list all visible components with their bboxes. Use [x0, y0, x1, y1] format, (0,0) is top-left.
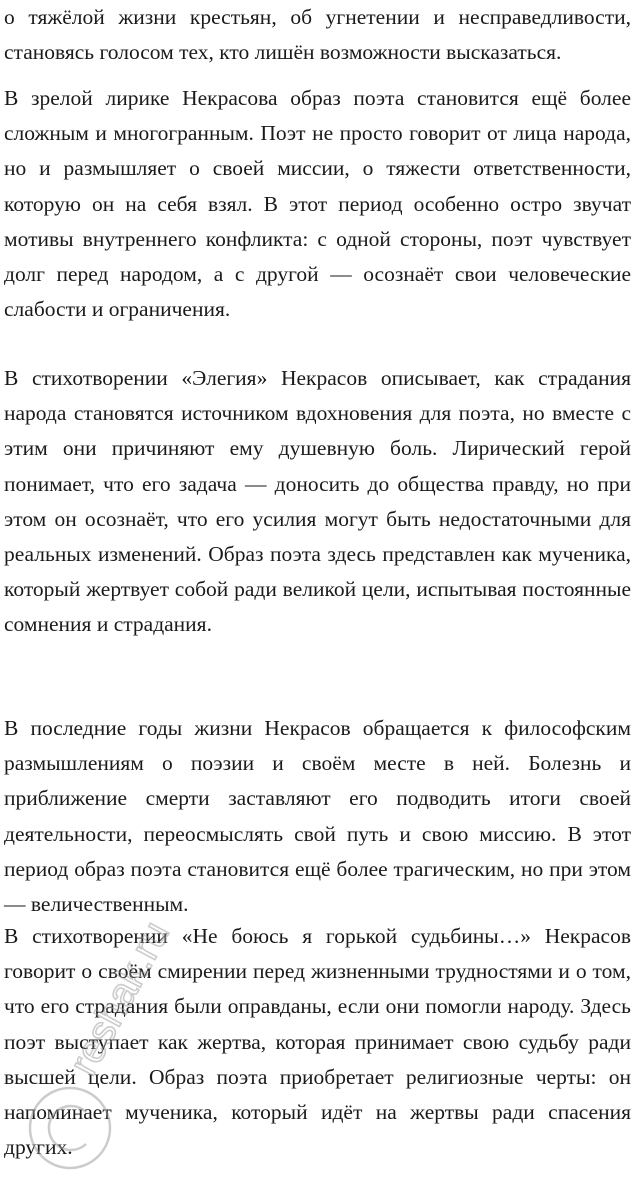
paragraph-1: о тяжёлой жизни крестьян, об угнетении и несправедливости, становясь голосом тех, кто лишён возможности высказаться.: [4, 5, 631, 65]
paragraph-4: В последние годы жизни Некрасов обращается к философским размышлениям о поэзии и своём месте в ней. Болезнь и приближение смерти заставляют его подводить итоги своей деятельности, переосмыслять свой путь и свою миссию. В этот период образ поэта становится ещё более трагическим, но при этом — величественным.: [4, 716, 631, 917]
paragraph-2: В зрелой лирике Некрасова образ поэта становится ещё более сложным и многогранным. Поэт не просто говорит от лица народа, но и размышляет о своей миссии, о тяжести ответственности, которую он на себя взял. В этот период особенно остро звучат мотивы внутреннего конфликта: с одной стороны, поэт чувствует долг перед народом, а с другой — осознаёт свои человеческие слабости и ограничения.: [4, 86, 631, 322]
paragraph-3: В стихотворении «Элегия» Некрасов описывает, как страдания народа становятся источником вдохновения для поэта, но вместе с этим они причиняют ему душевную боль. Лирический герой понимает, что его задача — доносить до общества правду, но при этом он осознаёт, что его усилия могут быть недостаточными для реальных изменений. Образ поэта здесь представлен как мученика, который жертвует собой ради великой цели, испытывая постоянные сомнения и страдания.: [4, 366, 631, 637]
watermark-text: reshak.ru: [61, 914, 179, 1083]
paragraph-5: В стихотворении «Не боюсь я горькой судьбины…» Некрасов говорит о своём смирении перед жизненными трудностями и о том, что его страдания были оправданы, если они помогли народу. Здесь поэт выступает как жертва, которая принимает свою судьбу ради высшей цели. Образ поэта приобретает религиозные черты: он напоминает мученика, который идёт на жертвы ради спасения других.: [4, 924, 631, 1160]
